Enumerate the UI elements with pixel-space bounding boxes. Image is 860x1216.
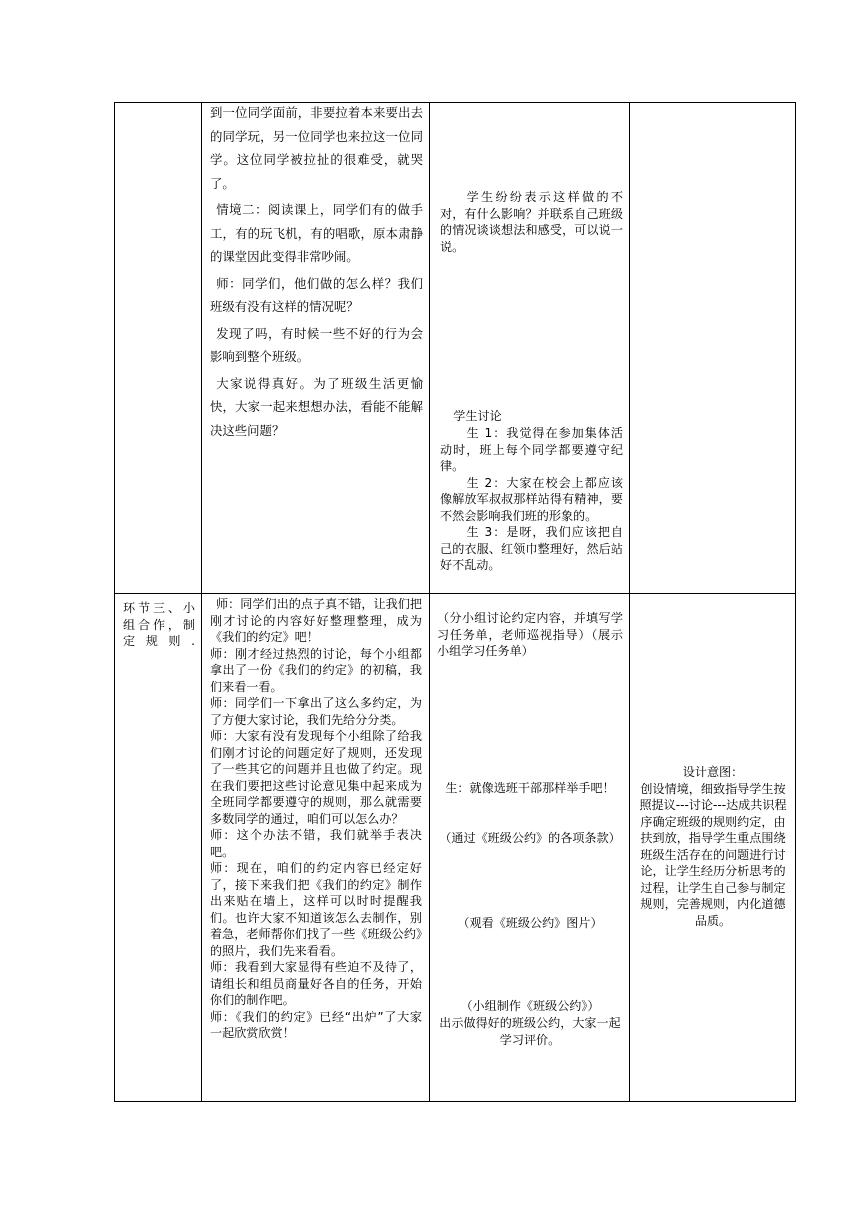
column-divider [201,594,202,1101]
student-note: （小组制作《班级公约》） [460,999,600,1013]
table-row [114,593,796,1102]
column-divider [629,594,630,1101]
paragraph: 师：同学们出的点子真不错，让我们把刚才讨论的内容好好整理整理，成为《我们的约定》吧！ [210,597,422,644]
list-item: 生 2：大家在校会上都应该像解放军叔叔那样站得有精神，要不然会影响我们班的形象的。 [440,475,623,523]
paragraph: 情境二：阅读课上，同学们有的做手工，有的玩飞机，有的唱歌，原本肃静的课堂因此变得非常吵闹。 [210,202,423,264]
stage-cell [123,600,195,650]
paragraph: 师：现在，咱们的约定内容已经定好了，接下来我们把《我们的约定》制作出来贴在墙上，这样可以时时提醒我们。也许大家不知道该怎么去制作，别着急，老师帮你们找了一些《班级公约》的照片，我们先来看看。 [210,861,422,958]
student-note: 生：就像选班干部那样举手吧！ [445,781,615,795]
design-intent-cell [638,764,788,929]
paragraph: 到一位同学面前，非要拉着本来要出去的同学玩，另一位同学也来拉这一位同学。这位同学被拉扯的很难受，就哭了。 [210,105,423,191]
paragraph: 大家说得真好。为了班级生活更愉快，大家一起来想想办法，看能不能解决这些问题？ [210,375,423,438]
student-note: （分小组讨论约定内容，并填写学习任务单，老师巡视指导）（展示小组学习任务单） [437,611,623,658]
student-reaction: 学生纷纷表示这样做的不对，有什么影响？并联系自己班级的情况谈谈想法和感受，可以说一说。 [440,190,623,254]
student-note: （观看《班级公约》图片） [457,916,603,930]
column-divider [629,103,630,593]
student-note: 出示做得好的班级公约，大家一起学习评价。 [439,1016,621,1047]
column-divider [429,103,430,593]
student-activity-cell [437,594,623,1101]
column-divider [429,594,430,1101]
paragraph: 师：我看到大家显得有些迫不及待了，请组长和组员商量好各自的任务，开始你们的制作吧。 [210,960,422,1007]
table-row [114,102,796,594]
paragraph: 师：这个办法不错，我们就举手表决吧。 [210,828,422,859]
paragraph: 师：同学们，他们做的怎么样？我们班级有没有这样的情况呢？ [210,275,423,314]
paragraph: 发现了吗，有时候一些不好的行为会影响到整个班级。 [210,325,423,364]
design-text: 创设情境，细致指导学生按照提议---讨论---达成共识程序确定班级的规则约定，由扶到放，指导学生重点围绕班级生活存在的问题进行讨论，让学生经历分析思考的过程，让学生自己参与制定规则，完善规则，内化道德品质。 [639,781,787,928]
paragraph: 师：刚才经过热烈的讨论，每个小组都拿出了一份《我们的约定》的初稿，我们来看一看。 [210,646,422,694]
list-item: 生 3：是呀，我们应该把自己的衣服、红领巾整理好，然后站好不乱动。 [440,525,623,572]
paragraph: 师：同学们一下拿出了这么多约定，为了方便大家讨论，我们先给分分类。 [210,696,422,727]
column-divider [201,103,202,593]
discussion-title: 学生讨论 [453,409,502,423]
paragraph: 师：《我们的约定》已经“出炉”了大家一起欣赏欣赏！ [210,1009,422,1040]
stage-label: 环节三、小组合作，制定规则. [123,601,195,648]
discussion-list [440,425,623,574]
list-item: 生 1：我觉得在参加集体活动时，班上每个同学都要遵守纪律。 [440,426,623,473]
design-title: 设计意图： [682,765,744,779]
teacher-activity-cell [210,596,422,1042]
paragraph: 师：大家有没有发现每个小组除了给我们刚才讨论的问题定好了规则，还发现了一些其它的问题并且也做了约定。现在我们要把这些讨论意见集中起来成为全班同学都要遵守的规则，那么就需要多数同学的通过，咱们可以怎么办？ [210,729,422,826]
teacher-activity-cell [210,101,423,445]
student-note: （通过《班级公约》的各项条款） [439,831,621,845]
